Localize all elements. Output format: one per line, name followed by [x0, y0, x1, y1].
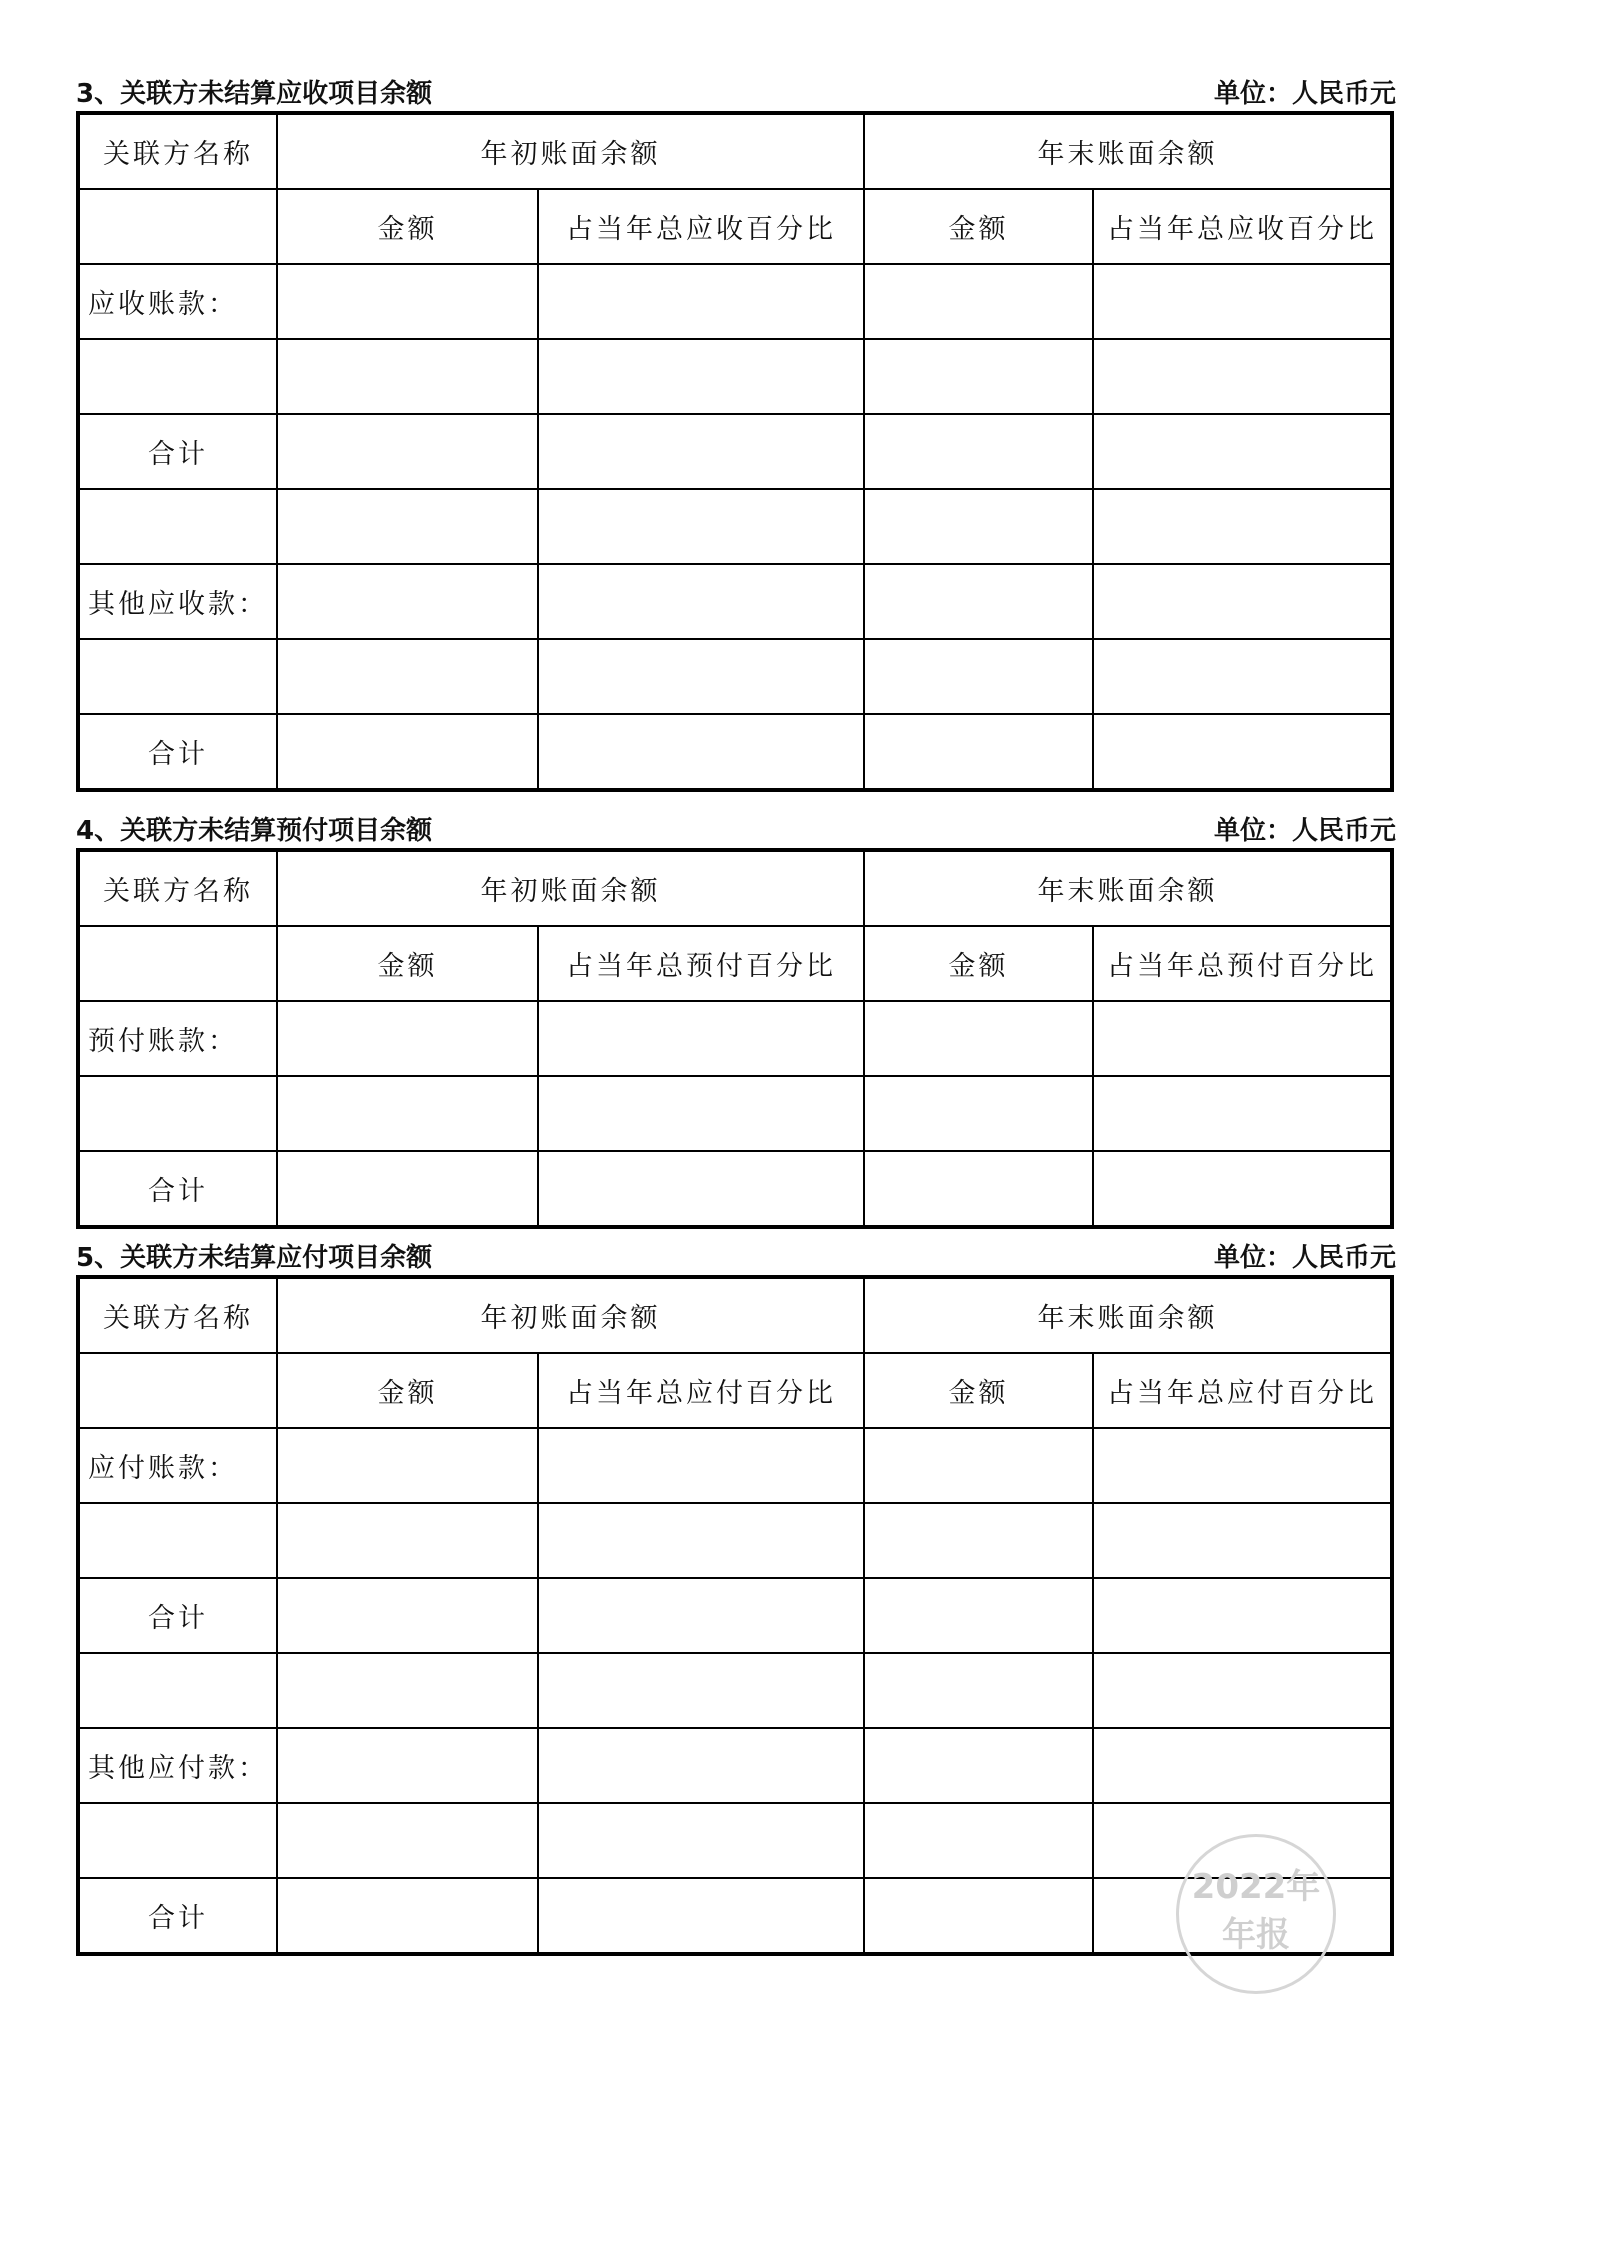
row-label: 应付账款： — [78, 1428, 277, 1503]
cell — [538, 1803, 864, 1878]
cell — [1093, 489, 1392, 564]
table-row — [78, 264, 1392, 339]
cell — [538, 639, 864, 714]
cell — [864, 1076, 1093, 1151]
subheader-opening-amount: 金额 — [277, 1353, 538, 1428]
section-4-unit: 单位：人民币元 — [1213, 816, 1396, 846]
section-5-unit: 单位：人民币元 — [1213, 1243, 1396, 1273]
row-label: 预付账款： — [78, 1001, 277, 1076]
row-label — [78, 1503, 277, 1578]
row-label — [78, 1653, 277, 1728]
table-row — [78, 714, 1392, 790]
header-opening-balance: 年初账面余额 — [277, 113, 864, 189]
header-closing-balance: 年末账面余额 — [864, 113, 1392, 189]
cell — [864, 264, 1093, 339]
cell — [1093, 1578, 1392, 1653]
cell — [277, 1076, 538, 1151]
row-label-total: 合计 — [78, 1151, 277, 1227]
cell — [277, 1878, 538, 1954]
table-row — [78, 639, 1392, 714]
row-label: 其他应付款： — [78, 1728, 277, 1803]
header-closing-balance: 年末账面余额 — [864, 850, 1392, 926]
subheader-blank — [78, 1353, 277, 1428]
table-header-row — [78, 113, 1392, 189]
cell — [1093, 1728, 1392, 1803]
cell — [864, 1428, 1093, 1503]
subheader-closing-pct: 占当年总应付百分比 — [1093, 1353, 1392, 1428]
cell — [277, 1803, 538, 1878]
row-label — [78, 339, 277, 414]
cell — [864, 714, 1093, 790]
cell — [538, 1578, 864, 1653]
cell — [864, 1578, 1093, 1653]
cell — [277, 414, 538, 489]
subheader-opening-pct: 占当年总应收百分比 — [538, 189, 864, 264]
subheader-opening-amount: 金额 — [277, 926, 538, 1001]
row-label: 其他应收款： — [78, 564, 277, 639]
cell — [538, 1503, 864, 1578]
cell — [1093, 1428, 1392, 1503]
section-3-title: 3、关联方未结算应收项目余额 — [76, 79, 433, 109]
header-party-name: 关联方名称 — [78, 850, 277, 926]
cell — [1093, 414, 1392, 489]
cell — [538, 414, 864, 489]
header-party-name: 关联方名称 — [78, 1277, 277, 1353]
cell — [538, 714, 864, 790]
table-row — [78, 1503, 1392, 1578]
table-row — [78, 1001, 1392, 1076]
cell — [864, 639, 1093, 714]
annual-report-stamp — [1176, 1834, 1336, 1994]
cell — [538, 1653, 864, 1728]
cell — [538, 1428, 864, 1503]
table-row — [78, 414, 1392, 489]
row-label-total: 合计 — [78, 714, 277, 790]
cell — [538, 1728, 864, 1803]
cell — [864, 414, 1093, 489]
cell — [277, 639, 538, 714]
table-row — [78, 489, 1392, 564]
cell — [538, 1151, 864, 1227]
cell — [277, 264, 538, 339]
header-opening-balance: 年初账面余额 — [277, 850, 864, 926]
cell — [277, 489, 538, 564]
cell — [538, 489, 864, 564]
section-4-title: 4、关联方未结算预付项目余额 — [76, 816, 433, 846]
table-row — [78, 1428, 1392, 1503]
subheader-closing-amount: 金额 — [864, 1353, 1093, 1428]
table-row — [78, 1728, 1392, 1803]
cell — [864, 1728, 1093, 1803]
table-subheader-row — [78, 189, 1392, 264]
table-header-row — [78, 850, 1392, 926]
payables-table — [76, 1275, 1394, 1956]
cell — [277, 1428, 538, 1503]
cell — [538, 1001, 864, 1076]
cell — [864, 1001, 1093, 1076]
row-label: 应收账款： — [78, 264, 277, 339]
subheader-closing-pct: 占当年总应收百分比 — [1093, 189, 1392, 264]
cell — [538, 564, 864, 639]
cell — [277, 1001, 538, 1076]
cell — [1093, 1503, 1392, 1578]
subheader-blank — [78, 189, 277, 264]
header-party-name: 关联方名称 — [78, 113, 277, 189]
section-5-title: 5、关联方未结算应付项目余额 — [76, 1243, 433, 1273]
cell — [1093, 264, 1392, 339]
cell — [277, 564, 538, 639]
subheader-opening-pct: 占当年总应付百分比 — [538, 1353, 864, 1428]
cell — [538, 339, 864, 414]
cell — [277, 1728, 538, 1803]
row-label-total: 合计 — [78, 1878, 277, 1954]
row-label-total: 合计 — [78, 414, 277, 489]
stamp-year-text: 2022年 — [1191, 1867, 1321, 1907]
row-label-total: 合计 — [78, 1578, 277, 1653]
header-opening-balance: 年初账面余额 — [277, 1277, 864, 1353]
row-label — [78, 489, 277, 564]
table-row — [78, 1076, 1392, 1151]
cell — [864, 1803, 1093, 1878]
table-row — [78, 1578, 1392, 1653]
cell — [864, 1878, 1093, 1954]
subheader-closing-amount: 金额 — [864, 189, 1093, 264]
table-subheader-row — [78, 1353, 1392, 1428]
stamp-report-text: 年报 — [1222, 1915, 1290, 1955]
cell — [538, 1076, 864, 1151]
cell — [1093, 564, 1392, 639]
cell — [538, 264, 864, 339]
cell — [864, 489, 1093, 564]
cell — [1093, 639, 1392, 714]
row-label — [78, 639, 277, 714]
table-header-row — [78, 1277, 1392, 1353]
cell — [277, 339, 538, 414]
cell — [277, 1653, 538, 1728]
table-row — [78, 339, 1392, 414]
cell — [538, 1878, 864, 1954]
row-label — [78, 1803, 277, 1878]
cell — [1093, 714, 1392, 790]
subheader-opening-amount: 金额 — [277, 189, 538, 264]
cell — [1093, 1076, 1392, 1151]
cell — [864, 1151, 1093, 1227]
cell — [277, 714, 538, 790]
table-row — [78, 1151, 1392, 1227]
subheader-closing-pct: 占当年总预付百分比 — [1093, 926, 1392, 1001]
row-label — [78, 1076, 277, 1151]
header-closing-balance: 年末账面余额 — [864, 1277, 1392, 1353]
subheader-closing-amount: 金额 — [864, 926, 1093, 1001]
cell — [864, 339, 1093, 414]
cell — [864, 564, 1093, 639]
cell — [277, 1503, 538, 1578]
subheader-opening-pct: 占当年总预付百分比 — [538, 926, 864, 1001]
cell — [1093, 1001, 1392, 1076]
section-3-unit: 单位：人民币元 — [1213, 79, 1396, 109]
table-subheader-row — [78, 926, 1392, 1001]
prepayments-table — [76, 848, 1394, 1229]
subheader-blank — [78, 926, 277, 1001]
cell — [277, 1151, 538, 1227]
receivables-table — [76, 111, 1394, 792]
cell — [864, 1653, 1093, 1728]
cell — [1093, 339, 1392, 414]
cell — [1093, 1151, 1392, 1227]
cell — [1093, 1653, 1392, 1728]
cell — [864, 1503, 1093, 1578]
cell — [277, 1578, 538, 1653]
table-row — [78, 1653, 1392, 1728]
table-row — [78, 564, 1392, 639]
